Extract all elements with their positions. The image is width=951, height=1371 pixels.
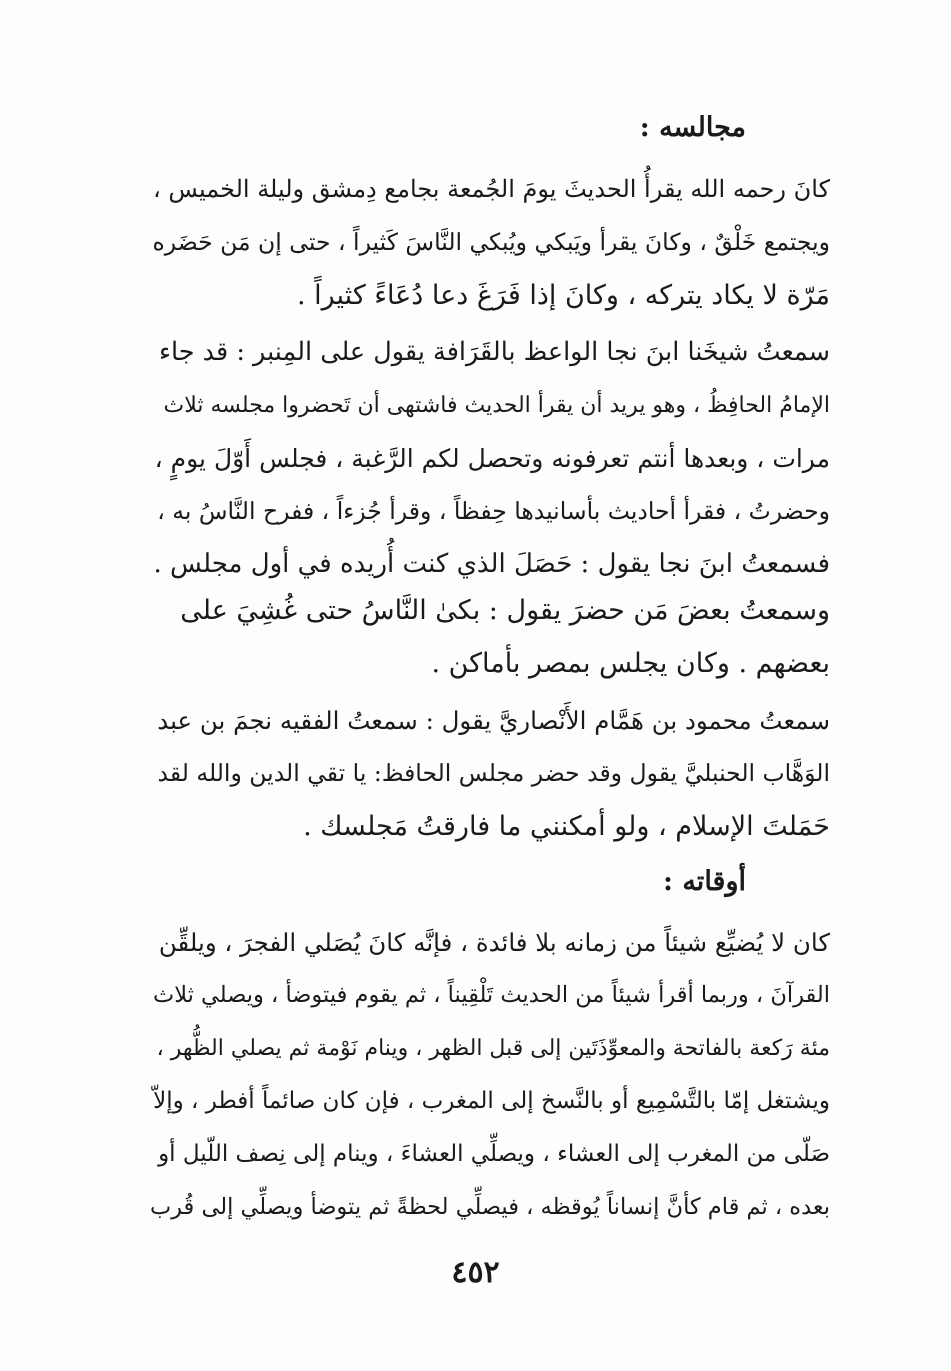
section-heading-majalis: مجالسه : [639,112,746,143]
text-line: القرآنَ ، وربما أقرأ شيئاً من الحديث تَلْقِيناً ، ثم يقوم فيتوضأ ، ويصلي ثلاث [153,982,830,1008]
page-number: ٤٥٢ [451,1255,500,1290]
text-line: سمعتُ شيخَنا ابنَ نجا الواعظ بالقَرَافة يقول على المِنبر : قد جاء [159,337,830,367]
text-line: الإمامُ الحافِظُ ، وهو يريد أن يقرأ الحديث فاشتهى أن تَحضروا مجلسه ثلاث [163,393,830,418]
text-line: فسمعتُ ابنَ نجا يقول : حَصَلَ الذي كنت أُريده في أول مجلس . [153,549,830,579]
paragraph-5 [150,916,830,1234]
text-line: مرات ، وبعدها أنتم تعرفونه وتحصل لكم الرَّغبة ، فجلس أَوّلَ يومٍ ، [154,444,830,473]
section-heading-awqat: أوقاته : [662,866,746,897]
paragraph-4 [150,694,830,853]
text-line: حَمَلتَ الإسلام ، ولو أمكنني ما فارقتُ مَجلسك . [303,811,830,842]
text-line: ويجتمع خَلْقٌ ، وكانَ يقرأ ويَبكي ويُبكي النَّاسَ كَثيراً ، حتى إن مَن حَضَره [152,228,830,256]
text-line: الوَهَّاب الحنبليَّ يقول وقد حضر مجلس الحافظ: يا تقي الدين والله لقد [157,759,830,787]
text-line: مئة رَكعة بالفاتحة والمعوِّذَتَين إلى قبل الظهر ، وينام نَوْمة ثم يصلي الظُّهر ، [156,1036,830,1061]
text-line: سمعتُ محمود بن هَمَّام الأَنْصاريَّ يقول : سمعتُ الفقيه نجمَ بن عبد [157,706,830,735]
text-line: كانَ رحمه الله يقرأُ الحديثَ يومَ الجُمعة بجامع دِمشق وليلة الخميس ، [153,175,830,203]
paragraph-2 [150,326,830,591]
text-line: وسمعتُ بعضَ مَن حضرَ يقول : بكىٰ النَّاسُ حتى غُشِيَ على [180,595,830,626]
text-line: وحضرتُ ، فقرأ أحاديث بأسانيدها حِفظاً ، وقرأ جُزءاً ، ففرح النَّاسُ به ، [157,497,830,525]
text-line: بعده ، ثم قام كأنَّ إنساناً يُوقظه ، فيصلِّي لحظةً ثم يتوضأ ويصلِّي إلى قُرب [149,1194,830,1220]
text-line: ويشتغل إمّا بالتَّسْمِيع أو بالنَّسخ إلى المغرب ، فإن كان صائماً أفطر ، وإلاّ [153,1088,830,1114]
text-line: كان لا يُضيِّع شيئاً من زمانه بلا فائدة ، فإنَّه كانَ يُصَلي الفجرَ ، ويلقِّن [158,928,830,957]
paragraph-3 [150,584,830,690]
text-line: مَرّة لا يكاد يتركه ، وكانَ إذا فَرَغَ دعا دُعَاءً كثيراً . [296,280,830,311]
paragraph-1 [150,163,830,322]
text-line: صَلّى من المغرب إلى العشاء ، ويصلِّي العشاءَ ، وينام إلى نِصف اللّيل أو [158,1141,830,1167]
text-line: بعضهم . وكان يجلس بمصر بأماكن . [431,648,830,679]
